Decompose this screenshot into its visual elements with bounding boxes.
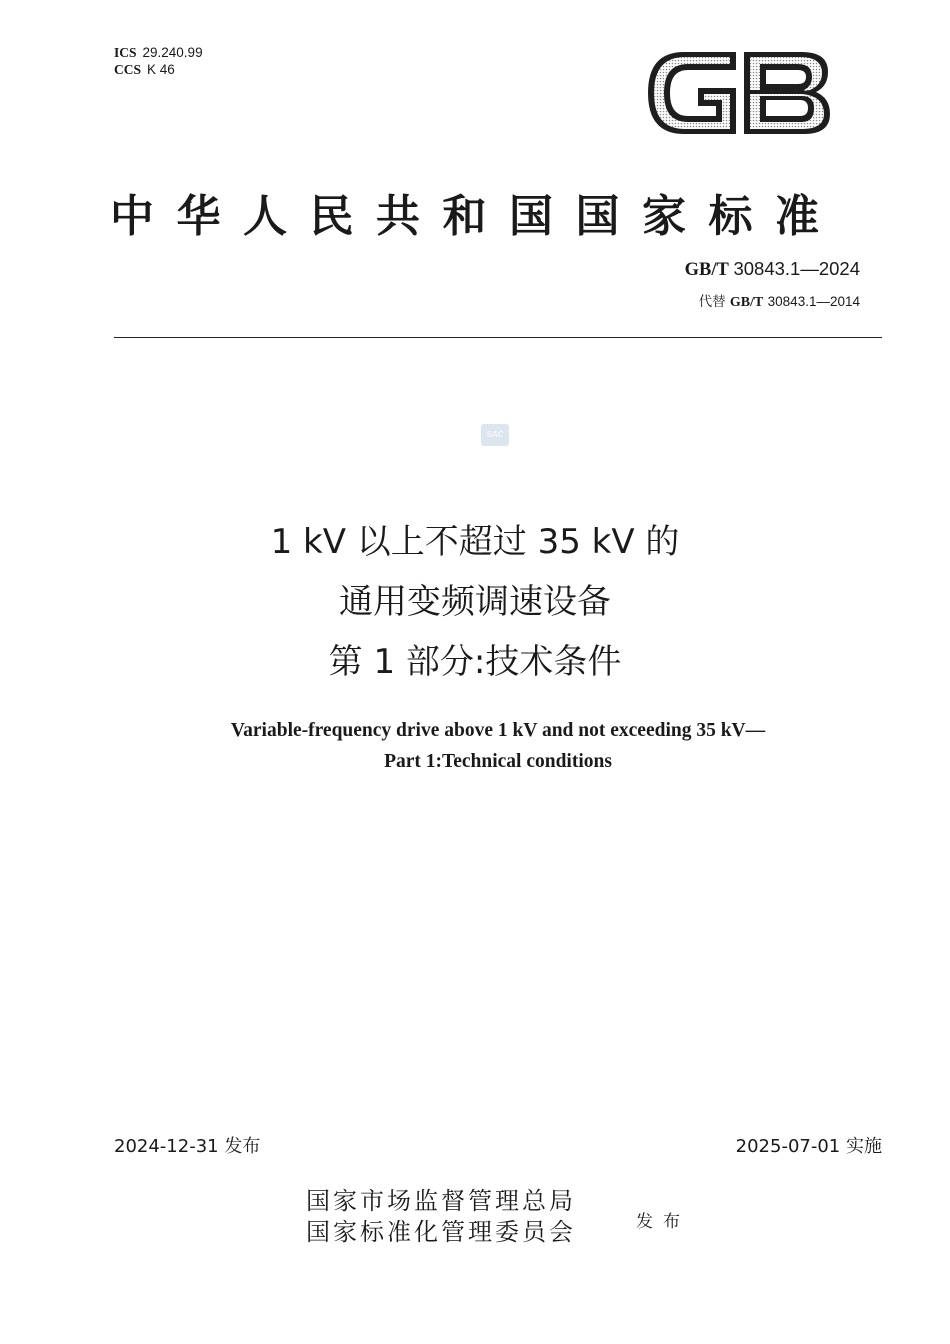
issue-date: 2024-12-31 发布: [114, 1136, 261, 1157]
ccs-label: CCS: [114, 62, 142, 77]
chinese-title-line-3: 第 1 部分:技术条件: [328, 642, 622, 682]
publisher-sac: 国家标准化管理委员会: [306, 1218, 576, 1246]
replaces-standard: [699, 290, 860, 311]
ccs-code: [114, 61, 203, 78]
standard-prefix: GB/T: [684, 260, 729, 280]
implementation-date: 2025-07-01 实施: [735, 1136, 882, 1157]
publishing-organizations: [306, 1186, 576, 1248]
replaces-label: 代替: [698, 294, 726, 310]
classification-codes: [114, 44, 203, 78]
english-title: [0, 715, 950, 777]
publish-label: 发布: [636, 1212, 690, 1232]
ics-value: 29.240.99: [142, 45, 203, 60]
replaces-prefix: GB/T: [729, 295, 764, 310]
chinese-title-line-1: 1 kV 以上不超过 35 kV 的: [270, 522, 680, 562]
sac-watermark: SAC: [481, 424, 509, 446]
replaces-number: 30843.1—2014: [767, 294, 860, 309]
ics-code: [114, 44, 203, 61]
english-title-line-2: Part 1:Technical conditions: [384, 751, 612, 772]
chinese-title-line-2: 通用变频调速设备: [339, 582, 611, 622]
standard-number-value: 30843.1—2024: [733, 258, 860, 279]
chinese-title: [0, 512, 950, 692]
english-title-line-1: Variable-frequency drive above 1 kV and not exceeding 35 kV—: [230, 720, 766, 741]
header-divider: [114, 337, 882, 338]
national-standard-title: 中华人民共和国国家标准: [110, 191, 842, 242]
standard-number: [685, 258, 860, 281]
gb-logo-icon: [644, 44, 834, 142]
publisher-samr: 国家市场监督管理总局: [306, 1187, 576, 1215]
ccs-value: K 46: [147, 62, 175, 77]
ics-label: ICS: [114, 45, 137, 60]
